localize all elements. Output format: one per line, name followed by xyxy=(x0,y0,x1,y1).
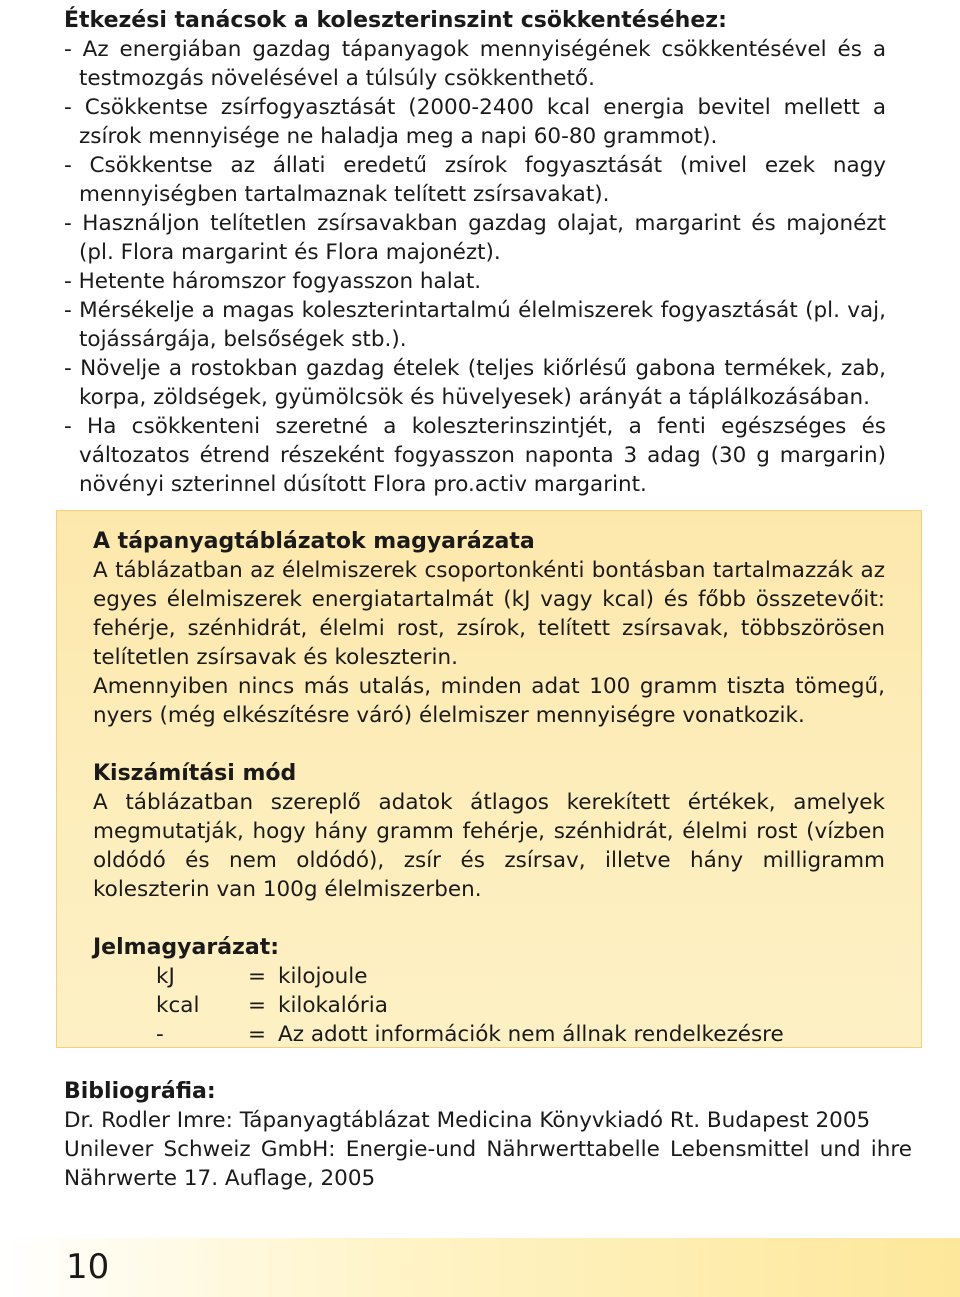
tip-item: - Növelje a rostokban gazdag ételek (teljes kiőrlésű gabona termékek, zab, korpa, zöldségek, gyümölcsök és hüvelyesek) arányát a táplálkozásában. xyxy=(64,354,886,412)
tip-item: - Ha csökkenteni szeretné a koleszterinszintjét, a fenti egészséges és változatos étrend részeként fogyasszon naponta 3 adag (30 g margarin) növényi szterinnel dúsított Flora pro.activ margarint. xyxy=(64,412,886,499)
tip-item: - Csökkentse zsírfogyasztását (2000-2400 kcal energia bevitel mellett a zsírok mennyisége ne haladja meg a napi 60-80 grammot). xyxy=(64,93,886,151)
cholesterol-tips-section xyxy=(64,6,886,499)
tip-item: - Csökkentse az állati eredetű zsírok fogyasztását (mivel ezek nagy mennyiségben tartalmaznak telített zsírsavakat). xyxy=(64,151,886,209)
spacer xyxy=(93,730,885,759)
legend-row xyxy=(93,962,885,991)
explanation-box xyxy=(56,510,922,1048)
legend-meaning: kilojoule xyxy=(278,964,368,989)
explanation-heading: A tápanyagtáblázatok magyarázata xyxy=(93,529,535,554)
bibliography-entry: Unilever Schweiz GmbH: Energie-und Nährwerttabelle Lebensmittel und ihre Nährwerte 17. Auflage, 2005 xyxy=(64,1137,912,1191)
legend-abbreviation: kcal xyxy=(156,993,200,1018)
tips-heading: Étkezési tanácsok a koleszterinszint csökkentéséhez: xyxy=(64,8,727,33)
legend-equals: = xyxy=(248,1022,267,1047)
legend-abbreviation: - xyxy=(156,1022,164,1047)
legend-equals: = xyxy=(248,993,267,1018)
legend-meaning: Az adott információk nem állnak rendelkezésre xyxy=(278,1022,784,1047)
legend-equals: = xyxy=(248,964,267,989)
spacer xyxy=(93,904,885,933)
explanation-paragraph: A táblázatban az élelmiszerek csoportonkénti bontásban tartalmazzák az egyes élelmiszerek energiatartalmát (kJ vagy kcal) és főbb összetevőit: fehérje, szénhidrát, élelmi rost, zsírok, telített zsírsavak, többszörösen telítetlen zsírsavak és koleszterin. xyxy=(93,558,885,670)
tip-item: - Hetente háromszor fogyasszon halat. xyxy=(64,267,886,296)
explanation-box-content xyxy=(93,527,885,1049)
bibliography-heading: Bibliográfia: xyxy=(64,1079,216,1104)
legend-row xyxy=(93,1020,885,1049)
calculation-heading: Kiszámítási mód xyxy=(93,761,297,786)
tips-list xyxy=(64,35,886,499)
bibliography-section xyxy=(64,1077,912,1193)
calculation-paragraph: A táblázatban szereplő adatok átlagos kerekített értékek, amelyek megmutatják, hogy hány gramm fehérje, szénhidrát, élelmi rost (vízben oldódó és nem oldódó), zsír és zsírsav, illetve hány milligramm koleszterin van 100g élelmiszerben. xyxy=(93,790,885,902)
legend-list xyxy=(93,962,885,1049)
bibliography-entry: Dr. Rodler Imre: Tápanyagtáblázat Medicina Könyvkiadó Rt. Budapest 2005 xyxy=(64,1108,871,1133)
tip-item: - Mérsékelje a magas koleszterintartalmú élelmiszerek fogyasztását (pl. vaj, tojássárgája, belsőségek stb.). xyxy=(64,296,886,354)
legend-meaning: kilokalória xyxy=(278,993,388,1018)
footer-gradient-band xyxy=(0,1238,960,1297)
legend-heading: Jelmagyarázat: xyxy=(93,935,280,960)
explanation-paragraph: Amennyiben nincs más utalás, minden adat 100 gramm tiszta tömegű, nyers (még elkészítésre váró) élelmiszer mennyiségre vonatkozik. xyxy=(93,674,885,728)
tip-item: - Használjon telítetlen zsírsavakban gazdag olajat, margarint és majonézt (pl. Flora margarint és Flora majonézt). xyxy=(64,209,886,267)
tip-item: - Az energiában gazdag tápanyagok mennyiségének csökkentésével és a testmozgás növelésével a túlsúly csökkenthető. xyxy=(64,35,886,93)
legend-row xyxy=(93,991,885,1020)
legend-abbreviation: kJ xyxy=(156,964,175,989)
page-number: 10 xyxy=(66,1247,110,1287)
